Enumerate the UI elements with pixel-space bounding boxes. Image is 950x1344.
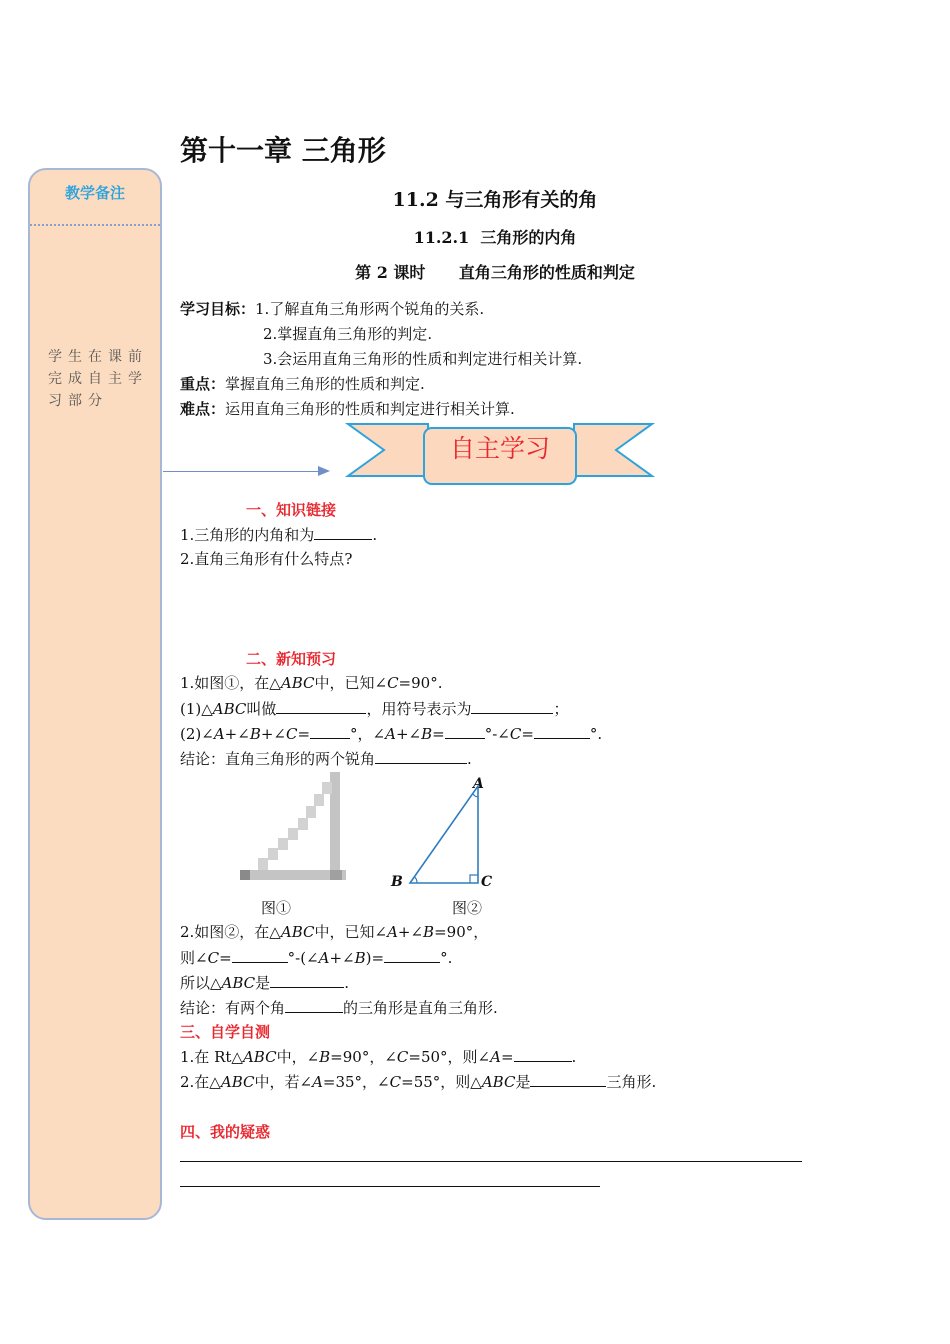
sidebar-note: 学生在课前完成自主学习部分: [48, 349, 148, 409]
sidebar-arrow-line: [163, 471, 323, 472]
doubts-answer-line[interactable]: [180, 1186, 600, 1187]
objectives-label: 学习目标：: [180, 300, 256, 318]
part3-question-1: 1.在 Rt△ABC中，∠B=90°，∠C=50°，则∠A= .: [180, 1048, 577, 1066]
answer-blank[interactable]: [514, 1046, 572, 1062]
answer-blank[interactable]: [534, 723, 590, 739]
figure-2-caption: 图②: [452, 899, 483, 917]
sidebar-title: 教学备注: [64, 184, 125, 202]
answer-blank[interactable]: [375, 748, 467, 764]
part3-heading: 三、自学自测: [180, 1023, 271, 1041]
objectives-line-1: [180, 299, 484, 319]
answer-blank[interactable]: [270, 972, 344, 988]
answer-blank[interactable]: [530, 1071, 606, 1087]
part2-question-1b: (2)∠A+∠B+∠C= °，∠A+∠B= °-∠C= °.: [180, 725, 603, 743]
arrow-head-icon: [318, 465, 332, 477]
sidebar-divider: [30, 224, 160, 226]
part2-conclusion-1: 结论：直角三角形的两个锐角 .: [180, 750, 472, 768]
doubts-answer-line[interactable]: [180, 1161, 802, 1162]
answer-blank[interactable]: [445, 723, 485, 739]
answer-blank[interactable]: [384, 947, 440, 963]
answer-blank[interactable]: [314, 524, 372, 540]
subsection-title: 11.2.1 三角形的内角: [413, 228, 577, 247]
part2-question-2-line-3: 所以△ABC是 .: [180, 974, 349, 992]
part4-heading: 四、我的疑惑: [180, 1123, 271, 1141]
objective-item: 3.会运用直角三角形的性质和判定进行相关计算.: [263, 350, 583, 368]
figure-2-label-c: C: [481, 874, 493, 890]
answer-blank[interactable]: [310, 723, 350, 739]
objective-item: 2.掌握直角三角形的判定.: [263, 325, 433, 343]
answer-blank[interactable]: [285, 997, 343, 1013]
answer-blank[interactable]: [471, 698, 553, 714]
answer-blank[interactable]: [232, 947, 288, 963]
figure-2-label-b: B: [391, 874, 403, 890]
difficulty-label: 难点：: [180, 400, 226, 418]
part3-question-2: 2.在△ABC中，若∠A=35°，∠C=55°，则△ABC是 三角形.: [180, 1073, 657, 1091]
part1-heading: 一、知识链接: [246, 501, 337, 519]
banner-text: 自主学习: [449, 434, 550, 463]
figure-1-triangle: [236, 768, 352, 886]
part2-question-2-line-2: 则∠C= °-(∠A+∠B)= °.: [180, 949, 453, 967]
part2-question-1: 1.如图①，在△ABC中，已知∠C=90°.: [180, 674, 443, 692]
part1-question-1: 1.三角形的内角和为 .: [180, 526, 378, 544]
figure-1-caption: 图①: [261, 899, 292, 917]
key-point-line: [180, 374, 425, 394]
key-point-label: 重点：: [180, 375, 226, 393]
teaching-notes-sidebar: [28, 168, 162, 1220]
lesson-title: 第 2 课时 直角三角形的性质和判定: [355, 263, 635, 282]
key-point-text: 掌握直角三角形的性质和判定.: [225, 375, 425, 393]
difficulty-text: 运用直角三角形的性质和判定进行相关计算.: [225, 400, 515, 418]
part2-heading: 二、新知预习: [246, 650, 337, 668]
part2-question-1a: (1)△ABC叫做 ，用符号表示为 ；: [180, 700, 569, 718]
chapter-title: 第十一章 三角形: [180, 134, 386, 167]
objective-item: 1.了解直角三角形两个锐角的关系.: [255, 300, 485, 318]
part1-question-2: 2.直角三角形有什么特点?: [180, 550, 353, 568]
answer-blank[interactable]: [276, 698, 366, 714]
difficulty-line: [180, 399, 515, 419]
part2-question-2: 2.如图②，在△ABC中，已知∠A+∠B=90°，: [180, 923, 489, 941]
figure-2-label-a: A: [473, 776, 484, 792]
part2-conclusion-2: 结论：有两个角 的三角形是直角三角形.: [180, 999, 498, 1017]
section-title: 11.2 与三角形有关的角: [392, 189, 598, 211]
